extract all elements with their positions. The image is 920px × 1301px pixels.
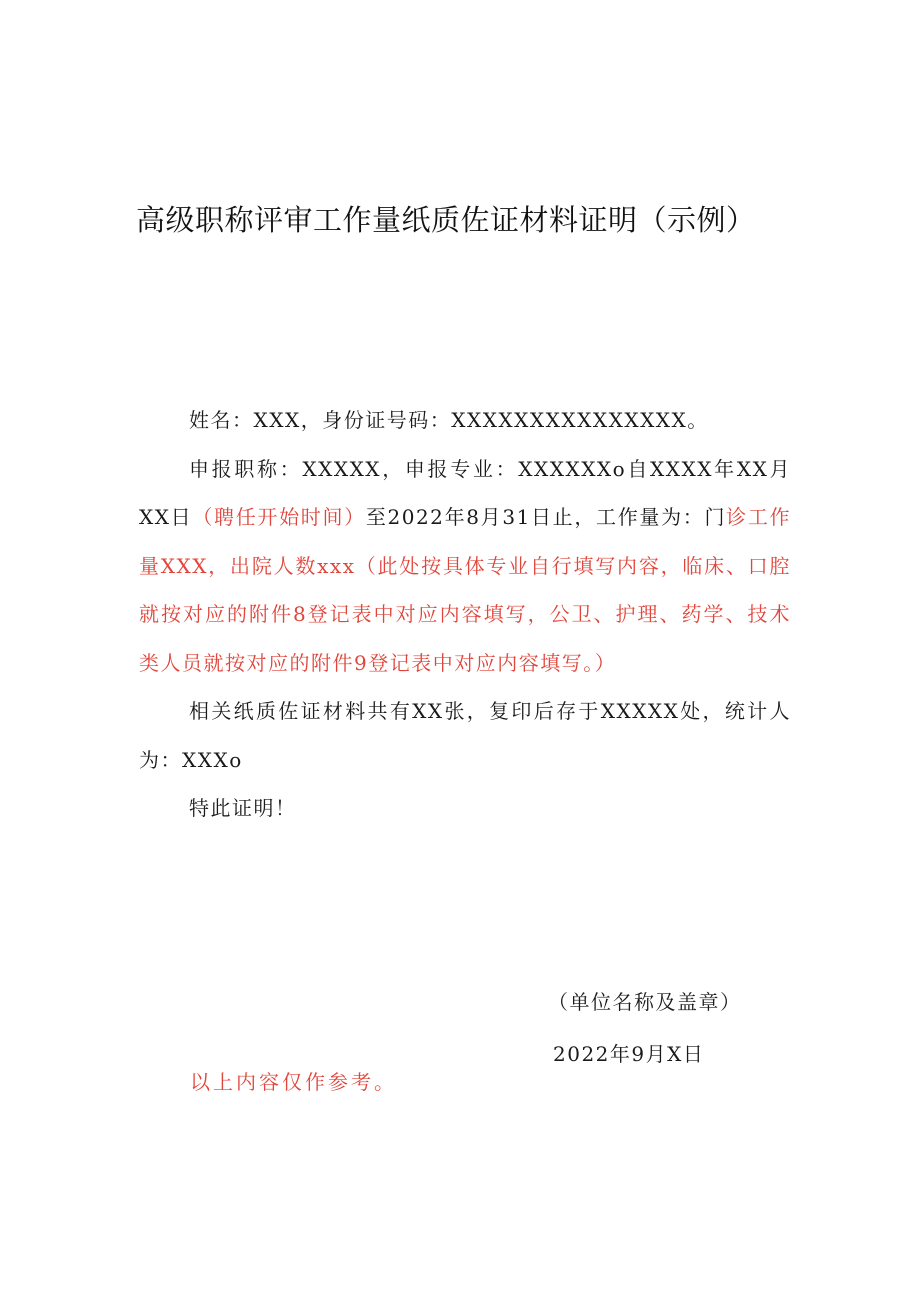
appointment-start-hint: （聘任开始时间） <box>192 505 366 529</box>
signature-date: 2022年9月X日 <box>553 1042 705 1066</box>
document-body <box>139 396 791 833</box>
materials-text: 相关纸质佐证材料共有XX张，复印后存于XXXXX处，统计人为：XXXo <box>139 699 791 772</box>
workload-period-text: 至2022年8月31日止，工作量为：门 <box>365 505 727 529</box>
paragraph-certify <box>139 784 791 833</box>
name-id-text: 姓名：XXX，身份证号码：XXXXXXXXXXXXXXX。 <box>189 408 709 432</box>
document-title: 高级职称评审工作量纸质佐证材料证明（示例） <box>136 203 756 237</box>
unit-name-seal: （单位名称及盖章） <box>548 990 742 1014</box>
paragraph-materials <box>139 687 791 784</box>
paragraph-title-workload <box>139 445 791 688</box>
reference-note: 以上内容仅作参考。 <box>190 1070 397 1094</box>
title-specialty-text: 申报职称：XXXXX，申报专业：XXXXXXo自XXXX年XX月XX日 <box>139 456 791 529</box>
workload-instruction-hint: 诊工作量XXX，出院人数xxx（此处按具体专业自行填写内容，临床、口腔就按对应的附件8登记表中对应内容填写，公卫、护理、药学、技术类人员就按对应的附件9登记表中对应内容填写。） <box>139 505 792 675</box>
paragraph-name-id <box>139 396 791 445</box>
certify-text: 特此证明！ <box>189 796 297 820</box>
